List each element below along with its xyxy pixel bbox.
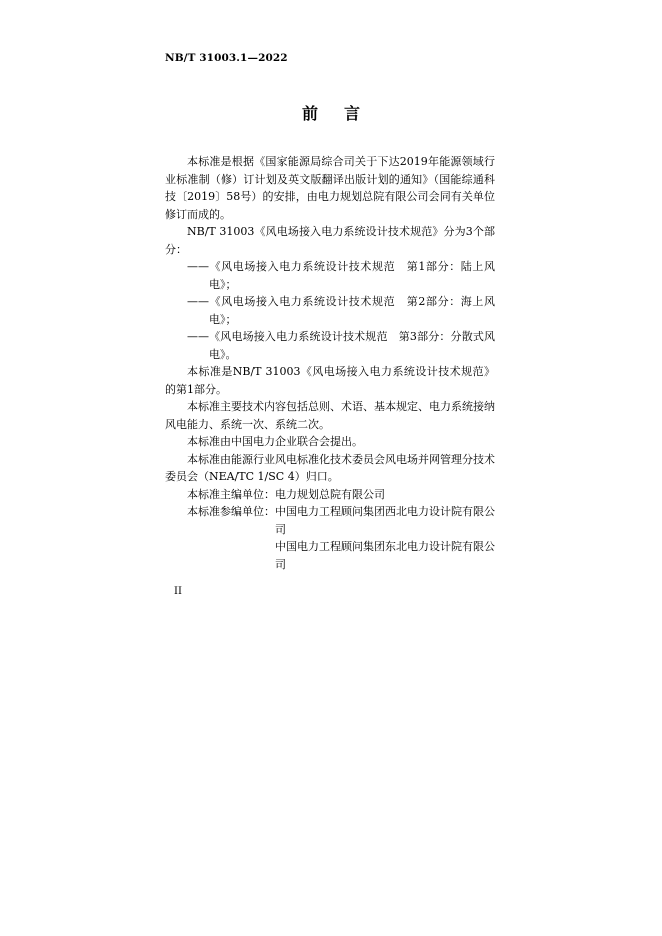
participating-value-northeast: 中国电力工程顾问集团东北电力设计院有限公司 — [275, 540, 495, 571]
page-number: II — [174, 586, 182, 597]
paragraph-part-statement: 本标准是NB/T 31003《风电场接入电力系统设计技术规范》的第1部分。 — [165, 365, 495, 396]
standard-code: NB/T 31003.1—2022 — [165, 52, 288, 64]
participating-unit-2 — [165, 538, 495, 573]
chief-editor-value: 电力规划总院有限公司 — [275, 487, 385, 501]
list-item-part-3: ——《风电场接入电力系统设计技术规范 第3部分：分散式风电》。 — [187, 330, 495, 361]
participating-value-northwest: 中国电力工程顾问集团西北电力设计院有限公司 — [275, 505, 495, 536]
chief-editor-unit — [165, 486, 495, 504]
paragraph-administrator: 本标准由能源行业风电标准化技术委员会风电场并网管理分技术委员会（NEA/TC 1/SC 4）归口。 — [165, 452, 495, 483]
page-title: 前言 — [301, 104, 386, 123]
paragraph-main-contents: 本标准主要技术内容包括总则、术语、基本规定、电力系统接纳风电能力、系统一次、系统二次。 — [165, 400, 495, 431]
participating-label: 本标准参编单位： — [187, 505, 275, 518]
participating-unit-1 — [165, 503, 495, 538]
chief-editor-label: 本标准主编单位： — [187, 487, 275, 501]
list-item-part-2: ——《风电场接入电力系统设计技术规范 第2部分：海上风电》； — [187, 295, 495, 326]
paragraph-basis: 本标准是根据《国家能源局综合司关于下达2019年能源领域行业标准制（修）订计划及英文版翻译出版计划的通知》（国能综通科技〔2019〕58号）的安排，由电力规划总院有限公司会同有关单位修订而成的。 — [165, 155, 495, 221]
paragraph-proposer: 本标准由中国电力企业联合会提出。 — [187, 435, 363, 448]
foreword-body — [165, 153, 495, 573]
list-item-part-1: ——《风电场接入电力系统设计技术规范 第1部分：陆上风电》； — [187, 260, 495, 291]
paragraph-parts-intro: NB/T 31003《风电场接入电力系统设计技术规范》分为3个部分： — [165, 225, 495, 256]
